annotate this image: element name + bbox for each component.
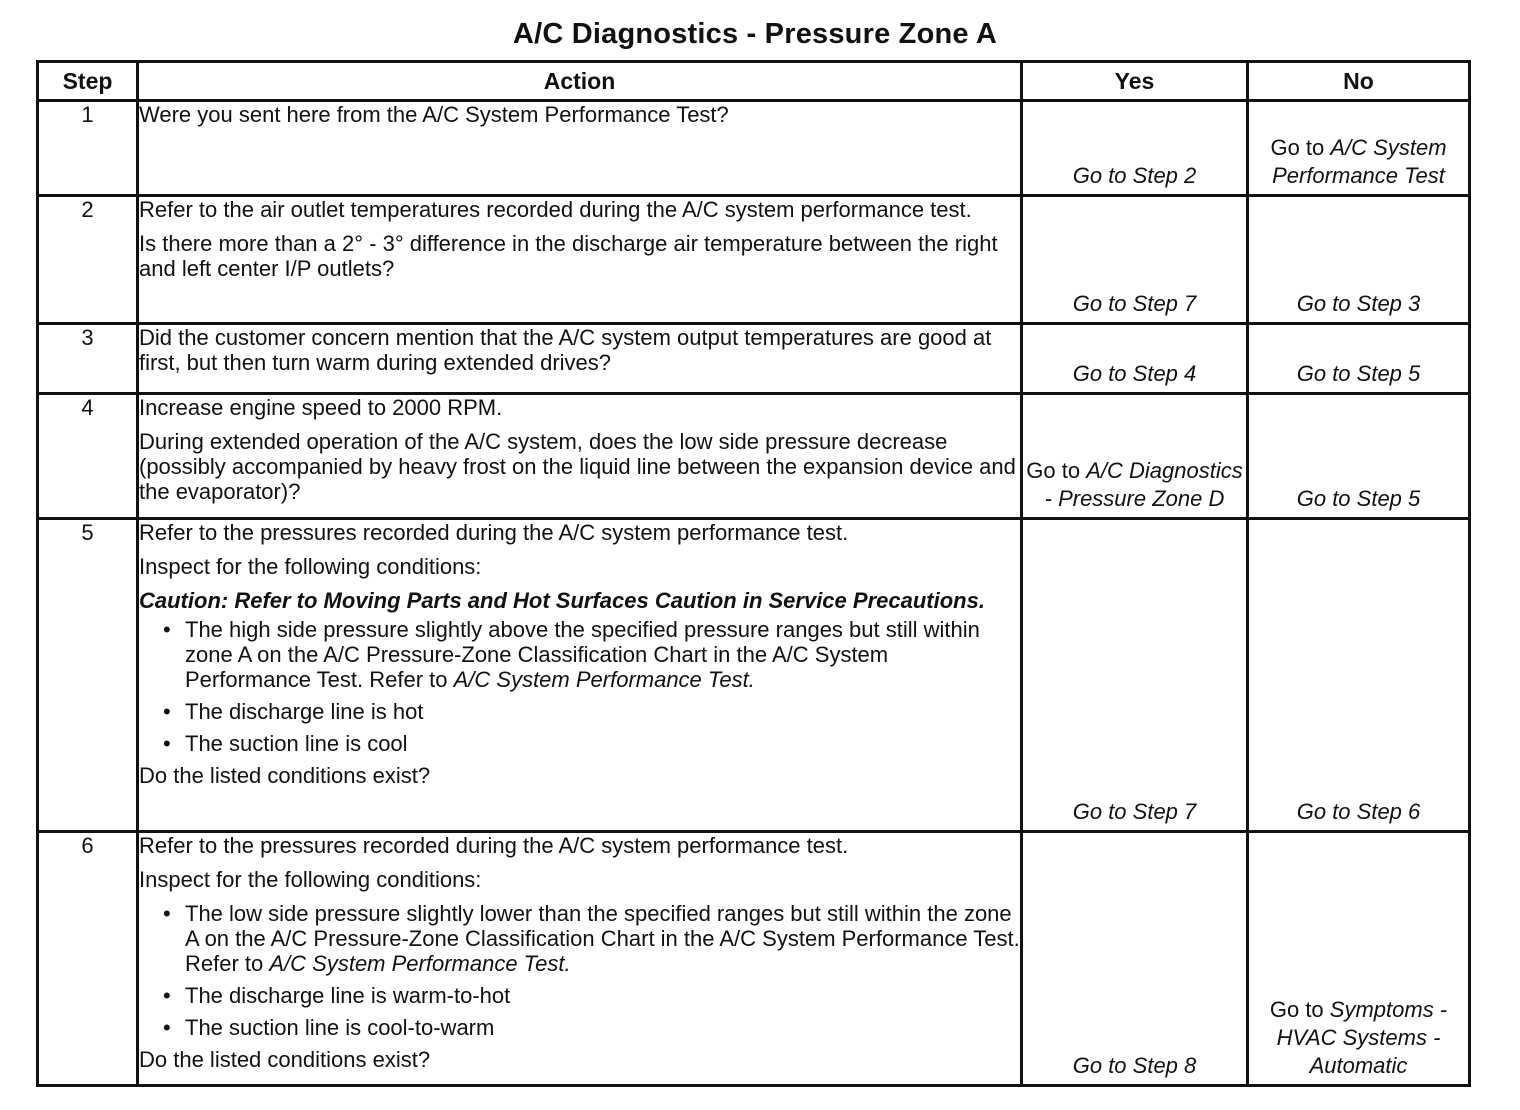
action-text: Inspect for the following conditions: (139, 554, 482, 579)
no-outcome[interactable] (1249, 996, 1468, 1080)
yes-cell (1022, 324, 1248, 394)
action-cell (138, 101, 1022, 196)
yes-outcome[interactable]: Go to Step 7 (1072, 291, 1197, 316)
no-outcome-link[interactable]: Symptoms - HVAC Systems - Automatic (1276, 997, 1448, 1078)
step-number: 4 (38, 394, 138, 519)
list-item: • The suction line is cool-to-warm (185, 1015, 1020, 1040)
no-outcome[interactable]: Go to Step 3 (1296, 291, 1421, 316)
action-cell (138, 832, 1022, 1086)
step-number: 5 (38, 519, 138, 832)
list-item (185, 901, 1020, 976)
list-item: • The discharge line is warm-to-hot (185, 983, 1020, 1008)
yes-outcome[interactable]: Go to Step 8 (1072, 1053, 1197, 1078)
list-item (185, 617, 1020, 692)
action-question: During extended operation of the A/C system, does the low side pressure decrease (possibly accompanied by heavy frost on the liquid line between the expansion device and the evaporator)? (139, 429, 1016, 504)
action-cell (138, 394, 1022, 519)
no-cell (1248, 832, 1470, 1086)
page-title: A/C Diagnostics - Pressure Zone A (512, 18, 998, 50)
diagnostic-table (36, 60, 1471, 1087)
yes-cell (1022, 394, 1248, 519)
no-outcome-prefix: Go to (1269, 997, 1330, 1022)
action-cell (138, 324, 1022, 394)
step-number: 3 (38, 324, 138, 394)
list-item: • The suction line is cool (185, 731, 1020, 756)
yes-outcome[interactable] (1023, 457, 1246, 513)
table-row-step-5 (38, 519, 1470, 832)
yes-outcome[interactable]: Go to Step 7 (1072, 799, 1197, 824)
action-question: Did the customer concern mention that the A/C system output temperatures are good at first, but then turn warm during extended drives? (139, 325, 992, 375)
table-row-step-2 (38, 196, 1470, 324)
condition-link[interactable]: A/C System Performance Test. (269, 951, 571, 976)
no-outcome-prefix: Go to (1270, 135, 1331, 160)
condition-list (139, 617, 1020, 756)
no-outcome[interactable]: Go to Step 5 (1296, 486, 1421, 511)
step-number: 2 (38, 196, 138, 324)
action-text: Refer to the pressures recorded during the A/C system performance test. (139, 520, 849, 545)
no-outcome[interactable]: Go to Step 5 (1296, 361, 1421, 386)
no-cell (1248, 324, 1470, 394)
yes-cell (1022, 101, 1248, 196)
header-yes: Yes (1022, 62, 1248, 101)
yes-outcome-link[interactable]: A/C Diagnostics - Pressure Zone D (1044, 458, 1243, 511)
table-row-step-6 (38, 832, 1470, 1086)
action-question: Is there more than a 2° - 3° difference in the discharge air temperature between the right and left center I/P outlets? (139, 231, 998, 281)
action-question: Do the listed conditions exist? (139, 763, 431, 788)
no-outcome[interactable] (1249, 134, 1468, 190)
table-row-step-1 (38, 101, 1470, 196)
action-text: Were you sent here from the A/C System Performance Test? (139, 102, 729, 127)
no-cell (1248, 394, 1470, 519)
action-text: Refer to the air outlet temperatures recorded during the A/C system performance test. (139, 197, 972, 222)
caution-note: Caution: Refer to Moving Parts and Hot Surfaces Caution in Service Precautions. (139, 588, 985, 613)
condition-text: The high side pressure slightly above the specified pressure ranges but still within zone A on the A/C Pressure-Zone Classification Chart in the A/C System Performance Test. Refer to (185, 617, 980, 692)
yes-outcome-prefix: Go to (1026, 458, 1087, 483)
condition-link[interactable]: A/C System Performance Test. (453, 667, 755, 692)
yes-cell (1022, 196, 1248, 324)
action-text: Increase engine speed to 2000 RPM. (139, 395, 503, 420)
list-item: • The discharge line is hot (185, 699, 1020, 724)
condition-text: The low side pressure slightly lower than the specified ranges but still within the zone A on the A/C Pressure-Zone Classification Chart in the A/C System Performance Test. Refer to (185, 901, 1020, 976)
yes-cell (1022, 519, 1248, 832)
yes-cell (1022, 832, 1248, 1086)
table-header-row (38, 62, 1470, 101)
no-outcome-link[interactable]: A/C System Performance Test (1272, 135, 1447, 188)
step-number: 1 (38, 101, 138, 196)
action-text: Inspect for the following conditions: (139, 867, 482, 892)
yes-outcome[interactable]: Go to Step 2 (1072, 163, 1197, 188)
action-cell (138, 196, 1022, 324)
no-outcome[interactable]: Go to Step 6 (1296, 799, 1421, 824)
no-cell (1248, 519, 1470, 832)
no-cell (1248, 101, 1470, 196)
table-row-step-3 (38, 324, 1470, 394)
header-action: Action (138, 62, 1022, 101)
step-number: 6 (38, 832, 138, 1086)
action-text: Refer to the pressures recorded during the A/C system performance test. (139, 833, 849, 858)
yes-outcome[interactable]: Go to Step 4 (1072, 361, 1197, 386)
condition-list (139, 901, 1020, 1040)
header-no: No (1248, 62, 1470, 101)
table-row-step-4 (38, 394, 1470, 519)
action-question: Do the listed conditions exist? (139, 1047, 431, 1072)
action-cell (138, 519, 1022, 832)
header-step: Step (38, 62, 138, 101)
no-cell (1248, 196, 1470, 324)
